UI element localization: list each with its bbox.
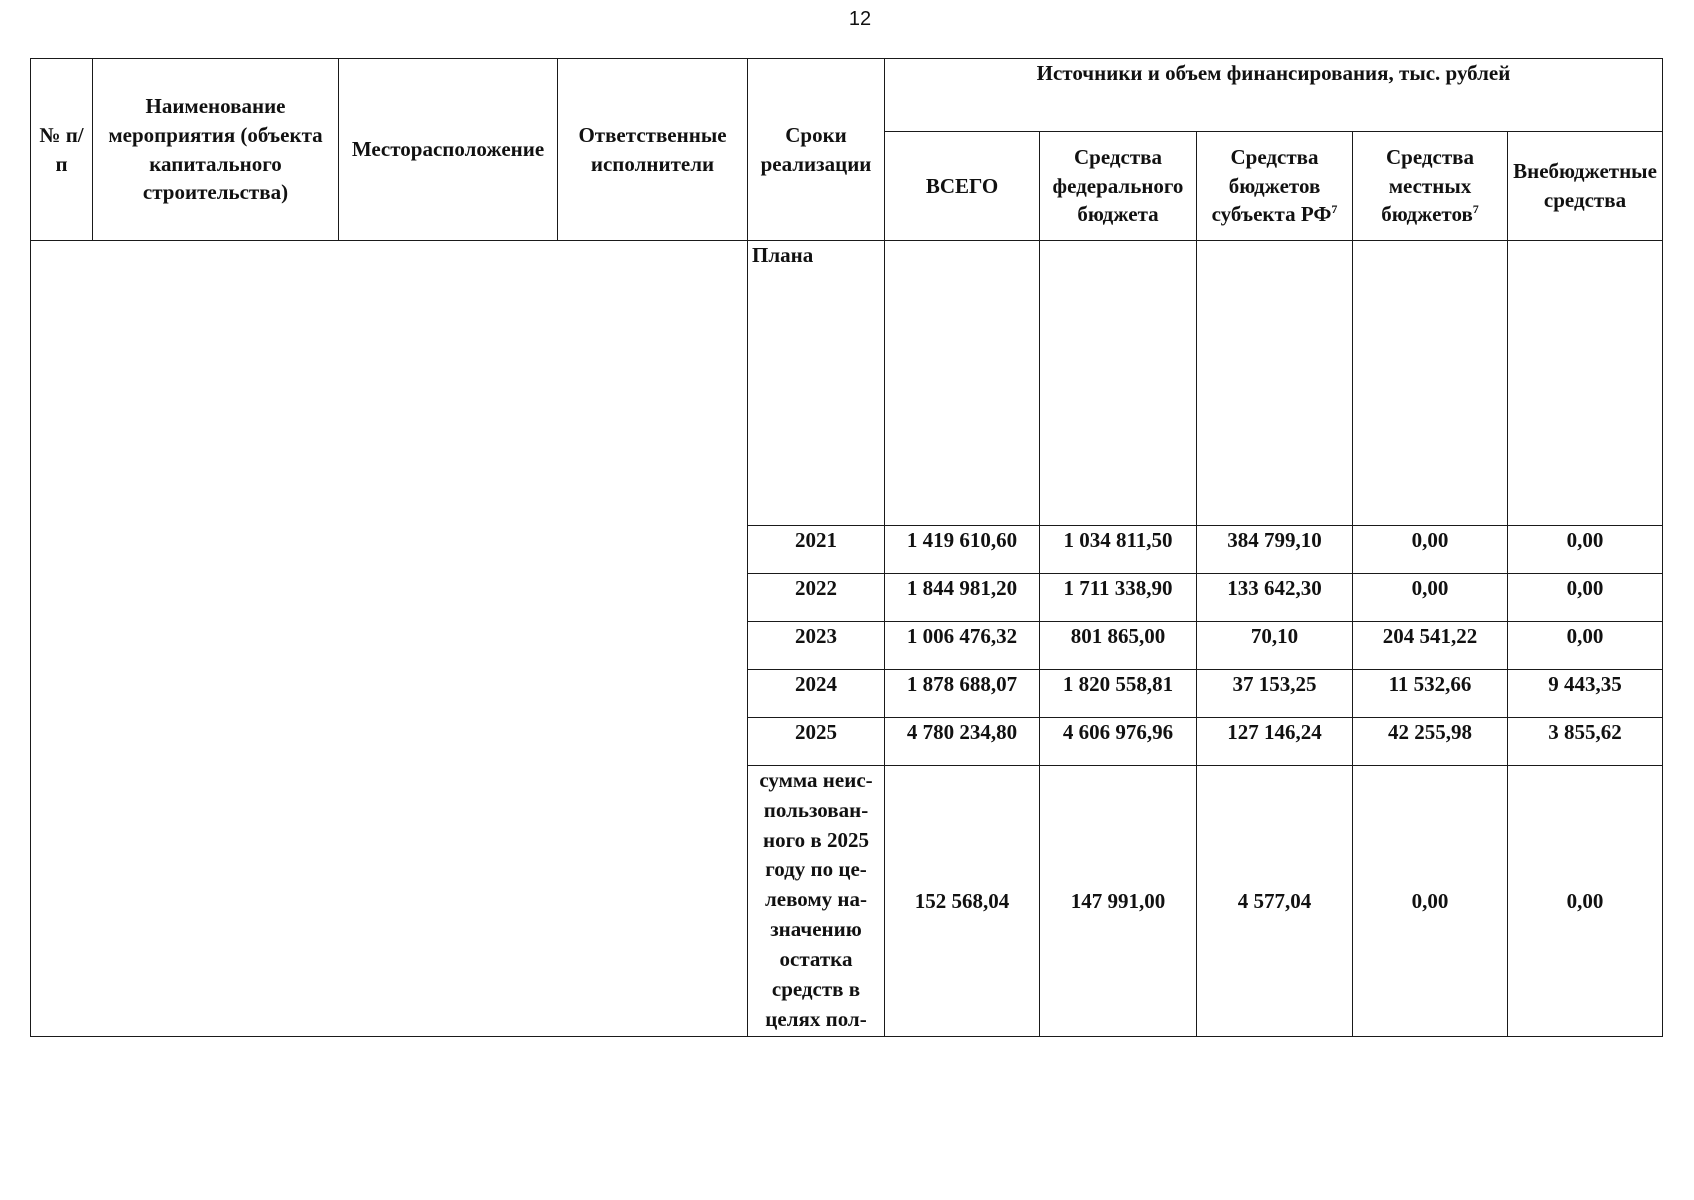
header-subject-footnote: 7 [1331, 202, 1338, 217]
total-cell: 1 419 610,60 [885, 526, 1040, 574]
total-cell: 1 844 981,20 [885, 574, 1040, 622]
year-cell: 2025 [748, 718, 885, 766]
subject-cell: 70,10 [1197, 622, 1353, 670]
offbudget-cell: 0,00 [1508, 574, 1663, 622]
local-cell: 0,00 [1353, 766, 1508, 1037]
local-cell: 11 532,66 [1353, 670, 1508, 718]
local-cell: 0,00 [1353, 574, 1508, 622]
plan-label: Плана [748, 241, 885, 526]
header-local-label: Средства местных бюджетов [1381, 144, 1474, 227]
empty-cell [1508, 241, 1663, 526]
header-federal: Средства федерального бюджета [1040, 132, 1197, 241]
header-subject [1197, 132, 1353, 241]
header-financing-group: Источники и объем финансирования, тыс. рублей [885, 59, 1663, 132]
merged-empty-cell [31, 241, 748, 1037]
header-activity-name: Наименование мероприятия (объекта капитального строительства) [93, 59, 339, 241]
year-cell: 2021 [748, 526, 885, 574]
subject-cell: 4 577,04 [1197, 766, 1353, 1037]
local-cell: 0,00 [1353, 526, 1508, 574]
local-cell: 204 541,22 [1353, 622, 1508, 670]
header-row-1 [31, 59, 1663, 132]
header-local-footnote: 7 [1472, 202, 1479, 217]
offbudget-cell: 0,00 [1508, 526, 1663, 574]
financing-table [30, 58, 1663, 1037]
empty-cell [1040, 241, 1197, 526]
year-cell: 2024 [748, 670, 885, 718]
header-offbudget: Внебюджетные средства [1508, 132, 1663, 241]
header-subject-label: Средства бюджетов субъекта РФ [1211, 144, 1332, 227]
total-cell: 4 780 234,80 [885, 718, 1040, 766]
offbudget-cell: 9 443,35 [1508, 670, 1663, 718]
page-number: 12 [848, 8, 872, 30]
federal-cell: 1 820 558,81 [1040, 670, 1197, 718]
total-cell: 152 568,04 [885, 766, 1040, 1037]
header-executors: Ответственные исполнители [558, 59, 748, 241]
federal-cell: 4 606 976,96 [1040, 718, 1197, 766]
federal-cell: 147 991,00 [1040, 766, 1197, 1037]
header-local [1353, 132, 1508, 241]
table-row-plan [31, 241, 1663, 526]
offbudget-cell: 0,00 [1508, 622, 1663, 670]
subject-cell: 37 153,25 [1197, 670, 1353, 718]
subject-cell: 133 642,30 [1197, 574, 1353, 622]
year-cell: 2022 [748, 574, 885, 622]
offbudget-cell: 0,00 [1508, 766, 1663, 1037]
year-cell: 2023 [748, 622, 885, 670]
federal-cell: 1 711 338,90 [1040, 574, 1197, 622]
header-location: Месторасположение [339, 59, 558, 241]
subject-cell: 384 799,10 [1197, 526, 1353, 574]
local-cell: 42 255,98 [1353, 718, 1508, 766]
header-number: № п/п [31, 59, 93, 241]
federal-cell: 801 865,00 [1040, 622, 1197, 670]
offbudget-cell: 3 855,62 [1508, 718, 1663, 766]
total-cell: 1 006 476,32 [885, 622, 1040, 670]
header-total: ВСЕГО [885, 132, 1040, 241]
total-cell: 1 878 688,07 [885, 670, 1040, 718]
header-terms: Сроки реализации [748, 59, 885, 241]
federal-cell: 1 034 811,50 [1040, 526, 1197, 574]
subject-cell: 127 146,24 [1197, 718, 1353, 766]
unused-label: сумма неис- пользован- ного в 2025 году по це- левому на- значению остатка средств в целях пол- [748, 766, 885, 1037]
empty-cell [885, 241, 1040, 526]
empty-cell [1197, 241, 1353, 526]
empty-cell [1353, 241, 1508, 526]
